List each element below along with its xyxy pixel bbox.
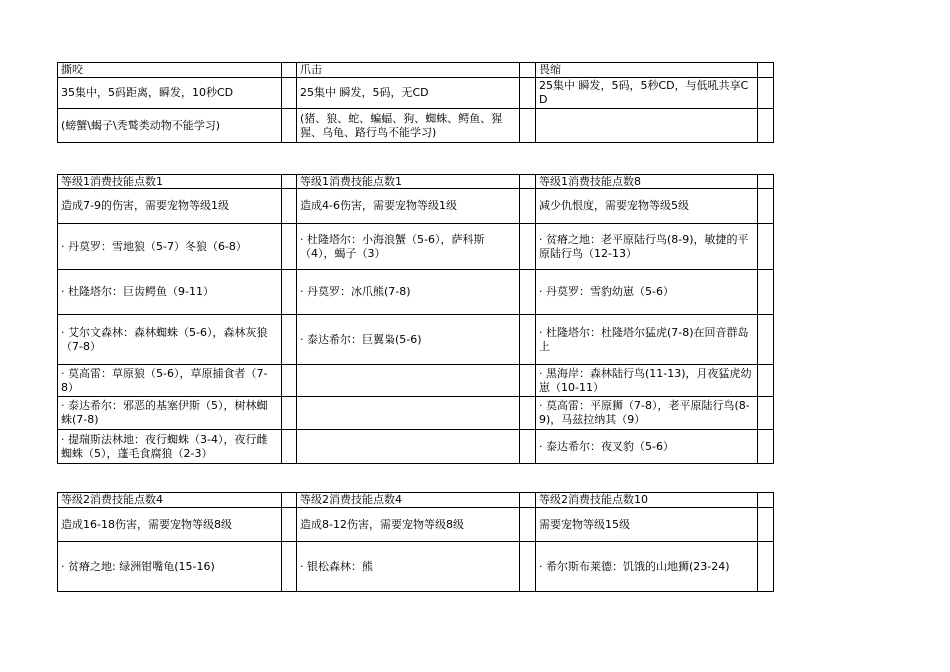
tier1-entry-cell: [536, 397, 757, 429]
tier2-entry-cell: [58, 542, 281, 591]
col-border-1-6: [773, 174, 774, 464]
tier2-effect-cell-text: 需要宠物等级15级: [539, 517, 630, 531]
tier1-effect-cell-text: 减少仇恨度，需要宠物等级5级: [539, 199, 689, 212]
tier1-entry-cell: [58, 224, 281, 269]
tier1-entry-cell-text: · 提瑞斯法林地：夜行蜘蛛（3-4），夜行雌蜘蛛（5），蓬毛食腐狼（2-3）: [61, 432, 268, 460]
tier2-effect-cell: [58, 508, 281, 541]
tier1-entry-cell-text: · 杜隆塔尔：巨齿鳄鱼（9-11）: [61, 285, 214, 298]
tier1-entry-cell: [297, 365, 519, 396]
tier1-entry-cell: [297, 224, 519, 269]
skill-desc-cell: [297, 78, 519, 108]
tier1-entry-cell: [536, 315, 757, 364]
tier2-entry-cell-text: · 银松森林：熊: [300, 559, 373, 573]
tier2-entry-cell: [297, 542, 519, 591]
skill-note-cell-text: (猪、狼、蛇、蝙蝠、狗、蜘蛛、鳄鱼、猩猩、乌龟、路行鸟不能学习): [300, 111, 503, 139]
tier1-entry-cell-text: · 丹莫罗：雪豹幼崽（5-6）: [539, 285, 674, 298]
tier1-entry-cell-text: · 贫瘠之地：老平原陆行鸟(8-9)，敏捷的平原陆行鸟（12-13）: [539, 232, 749, 260]
col-border-1-3: [519, 174, 520, 464]
tier1-entry-cell: [297, 397, 519, 429]
tier2-header-cell: [58, 493, 281, 507]
tier1-entry-cell-text: · 黑海岸：森林陆行鸟(11-13)，月夜猛虎幼崽（10-11）: [539, 366, 752, 394]
tier2-header-cell: [297, 493, 519, 507]
tier2-entry-cell: [536, 542, 757, 591]
tier1-entry-cell-text: · 杜隆塔尔：杜隆塔尔猛虎(7-8)在回音群岛上: [539, 325, 749, 353]
tier1-effect-cell-text: 造成7-9的伤害，需要宠物等级1级: [61, 199, 229, 212]
col-border-2-1: [281, 492, 282, 592]
tier1-header-cell: [58, 175, 281, 188]
tier1-entry-cell-text: · 莫高雷：草原狼（5-6），草原捕食者（7-8）: [61, 366, 268, 394]
col-border-0-1: [281, 62, 282, 143]
tier1-entry-cell: [58, 397, 281, 429]
tier1-entry-cell: [58, 430, 281, 463]
skill-desc-cell-text: 25集中 瞬发，5码，无CD: [300, 86, 429, 99]
tier1-header-cell-text: 等级1消费技能点数8: [539, 175, 641, 188]
tier1-entry-cell-text: · 艾尔文森林：森林蜘蛛（5-6），森林灰狼（7-8）: [61, 325, 268, 353]
tier2-effect-cell: [297, 508, 519, 541]
tier2-effect-cell-text: 造成16-18伤害，需要宠物等级8级: [61, 517, 232, 531]
skill-name-cell-text: 爪击: [300, 63, 322, 76]
tier1-entry-cell: [536, 365, 757, 396]
skill-desc-cell-text: 25集中 瞬发，5码，5秒CD，与低吼共享CD: [539, 79, 749, 106]
col-border-2-5: [757, 492, 758, 592]
tier1-entry-cell: [58, 270, 281, 314]
tier1-entry-cell-text: · 泰达希尔：邪恶的基塞伊斯（5），树林蜘蛛(7-8): [61, 399, 268, 426]
tier1-entry-cell: [58, 315, 281, 364]
tier1-effect-cell: [297, 189, 519, 223]
tier2-header-cell: [536, 493, 757, 507]
tier2-entry-cell-text: · 贫瘠之地: 绿洲钳嘴龟(15-16): [61, 559, 215, 573]
col-border-1-5: [757, 174, 758, 464]
skill-name-cell-text: 畏缩: [539, 63, 561, 76]
col-border-1-1: [281, 174, 282, 464]
col-border-2-3: [519, 492, 520, 592]
tier1-entry-cell: [297, 430, 519, 463]
tier1-entry-cell-text: · 丹莫罗：雪地狼（5-7）冬狼（6-8）: [61, 239, 247, 253]
col-border-0-5: [757, 62, 758, 143]
skill-name-cell: [297, 63, 519, 77]
col-border-2-6: [773, 492, 774, 592]
tier1-header-cell-text: 等级1消费技能点数1: [61, 175, 163, 188]
tier2-header-cell-text: 等级2消费技能点数4: [300, 493, 402, 506]
skill-desc-cell: [536, 78, 757, 108]
tier2-effect-cell-text: 造成8-12伤害，需要宠物等级8级: [300, 517, 464, 531]
tier1-entry-cell: [536, 224, 757, 269]
tier1-entry-cell-text: · 泰达希尔：巨翼枭(5-6): [300, 332, 422, 346]
tier2-header-cell-text: 等级2消费技能点数4: [61, 493, 163, 506]
skill-desc-cell-text: 35集中，5码距离，瞬发，10秒CD: [61, 86, 234, 99]
skill-name-cell: [536, 63, 757, 77]
tier1-entry-cell: [536, 430, 757, 463]
col-border-0-3: [519, 62, 520, 143]
tier1-header-cell: [297, 175, 519, 188]
tier1-entry-cell: [58, 365, 281, 396]
skill-note-cell-text: (螃蟹\蝎子\秃鹫类动物不能学习): [61, 118, 220, 132]
tier1-entry-cell: [536, 270, 757, 314]
tier1-effect-cell-text: 造成4-6伤害，需要宠物等级1级: [300, 199, 457, 212]
tier1-entry-cell-text: · 丹莫罗：冰爪熊(7-8): [300, 285, 411, 298]
tier1-entry-cell-text: · 杜隆塔尔：小海浪蟹（5-6），萨科斯（4），蝎子（3）: [300, 232, 485, 260]
tier2-entry-cell-text: · 希尔斯布莱德：饥饿的山地狮(23-24): [539, 559, 730, 573]
tier2-effect-cell: [536, 508, 757, 541]
tier1-entry-cell-text: · 泰达希尔：夜叉豹（5-6）: [539, 439, 674, 453]
row-border-12: [57, 463, 773, 464]
col-border-0-6: [773, 62, 774, 143]
row-border-3: [57, 142, 773, 143]
tier1-entry-cell: [297, 315, 519, 364]
tier1-header-cell: [536, 175, 757, 188]
tier1-effect-cell: [536, 189, 757, 223]
tier1-header-cell-text: 等级1消费技能点数1: [300, 175, 402, 188]
tier1-entry-cell-text: · 莫高雷：平原狮（7-8），老平原陆行鸟(8-9)，马兹拉纳其（9）: [539, 399, 750, 426]
skill-note-cell: [536, 109, 757, 142]
tier1-effect-cell: [58, 189, 281, 223]
tier2-header-cell-text: 等级2消费技能点数10: [539, 493, 648, 506]
skill-note-cell: [297, 109, 519, 142]
row-border-16: [57, 591, 773, 592]
tier1-entry-cell: [297, 270, 519, 314]
skill-name-cell-text: 撕咬: [61, 63, 83, 76]
skill-desc-cell: [58, 78, 281, 108]
skill-note-cell: [58, 109, 281, 142]
skill-name-cell: [58, 63, 281, 77]
